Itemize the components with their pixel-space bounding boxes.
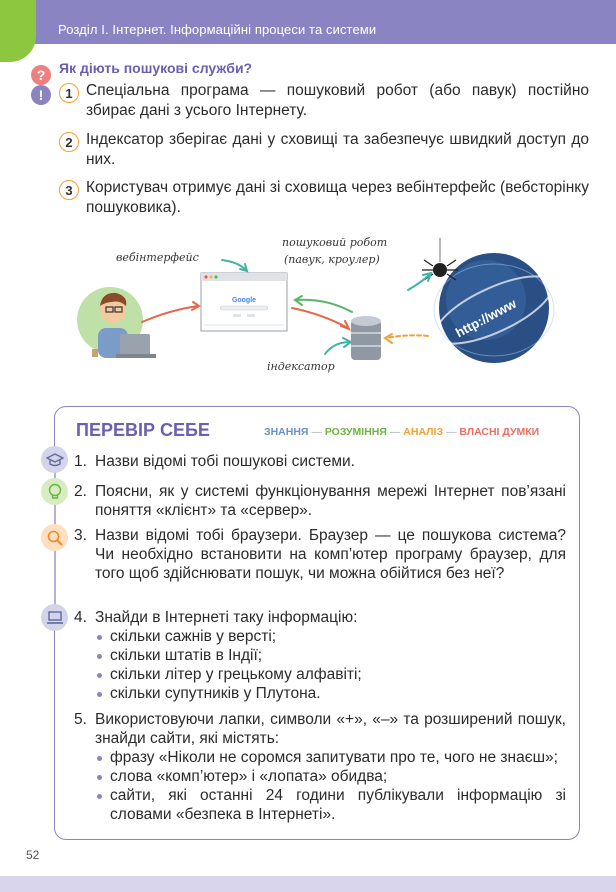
step-1 (59, 81, 589, 120)
task-1 (74, 452, 566, 471)
label-robot-aliases: (павук, кроулер) (284, 253, 380, 266)
globe-url-text: http://www (453, 295, 519, 341)
bullet-item: скільки штатів в Індії; (95, 646, 566, 665)
chapter-title: Розділ І. Інтернет. Інформаційні процеси та системи (58, 22, 377, 37)
task-5 (74, 710, 566, 824)
arrow-globe-to-server (386, 335, 428, 338)
task-number: 2. (74, 483, 87, 500)
bullet-item: слова «комп’ютер» і «лопата» обидва; (95, 767, 566, 786)
task-number: 4. (74, 609, 87, 626)
bullet-item: скільки супутників у Плутона. (95, 684, 566, 703)
browser-window-image (201, 273, 287, 331)
task-4-bullets (95, 627, 566, 703)
bullet-item: скільки сажнів у версті; (95, 627, 566, 646)
step-number: 2 (59, 132, 79, 152)
level-knowledge: ЗНАННЯ (264, 426, 309, 438)
bullet-item: сайти, які останні 24 години публікували інформацію зі словами «безпека в Інтернеті». (95, 786, 566, 824)
bullet-item: фразу «Ніколи не соромся запитувати про те, чого не знаєш»; (95, 748, 566, 767)
graduation-cap-icon (41, 446, 68, 473)
task-number: 5. (74, 711, 87, 728)
task-number: 3. (74, 527, 87, 544)
task-4 (74, 608, 566, 703)
light-bulb-icon (41, 478, 68, 505)
level-understanding: РОЗУМІННЯ (324, 426, 387, 438)
arrow-browser-to-server (292, 308, 348, 328)
task-text: Поясни, як у системі функціонування мережі Інтернет пов’язані поняття «клієнт» та «сервер». (95, 483, 566, 519)
task-5-bullets (95, 748, 566, 824)
step-text: Індексатор зберігає дані у сховищі та забезпечує швидкий доступ до них. (86, 131, 589, 168)
task-body (95, 608, 566, 703)
page-number: 52 (26, 848, 40, 862)
browser-logo: Google (231, 297, 257, 304)
task-text: Знайди в Інтернеті таку інформацію: (95, 609, 358, 626)
search-engine-illustration (70, 226, 560, 376)
level-separator: — (389, 426, 401, 438)
step-2 (59, 130, 589, 169)
level-own-thoughts: ВЛАСНІ ДУМКИ (459, 426, 540, 438)
magnifier-icon (41, 524, 68, 551)
check-yourself-title: ПЕРЕВІР СЕБЕ (76, 420, 210, 440)
section-heading: Як діють пошукові служби? (59, 60, 253, 76)
step-number: 1 (59, 83, 79, 103)
pointer-indexer (325, 342, 350, 354)
task-text: Назви відомі тобі браузери. Браузер — це пошукова система? Чи необхідно встановити на комп’ютер програму браузер, для того щоб здійснювати пошук, чи можна обійтися без неї? (95, 527, 566, 582)
task-2 (74, 482, 566, 520)
user-at-laptop-image (77, 287, 156, 358)
bullet-item: скільки літер у грецькому алфавіті; (95, 665, 566, 684)
task-3 (74, 526, 566, 583)
step-text: Спеціальна програма — пошуковий робот (або павук) постійно збирає дані з усього Інтернету. (86, 82, 589, 119)
task-number: 1. (74, 453, 87, 470)
label-indexer: індексатор (267, 360, 335, 373)
task-text: Назви відомі тобі пошукові системи. (95, 453, 355, 470)
question-mark-icon (30, 64, 52, 106)
bottom-band (0, 876, 616, 892)
chapter-tab-corner (0, 0, 36, 62)
step-text: Користувач отримує дані зі сховища через вебінтерфейс (вебсторінку пошуковика). (86, 179, 589, 216)
step-number: 3 (59, 180, 79, 200)
level-separator: — (311, 426, 322, 438)
pointer-robot (408, 274, 430, 290)
pointer-web-interface (222, 260, 246, 270)
skill-levels-legend (264, 426, 539, 438)
label-web-interface: вебінтерфейс (116, 251, 199, 264)
arrow-user-to-browser (142, 306, 198, 322)
label-search-robot: пошуковий робот (282, 236, 388, 249)
server-database-icon (351, 316, 381, 360)
level-analysis: АНАЛІЗ (403, 426, 444, 438)
laptop-icon (41, 604, 68, 631)
svg-text:!: ! (38, 87, 44, 103)
svg-text:?: ? (36, 67, 46, 83)
level-separator: — (445, 426, 457, 438)
step-3 (59, 178, 589, 217)
task-body (95, 710, 566, 824)
task-text: Використовуючи лапки, символи «+», «–» та розширений пошук, знайди сайти, які містять: (95, 711, 566, 747)
